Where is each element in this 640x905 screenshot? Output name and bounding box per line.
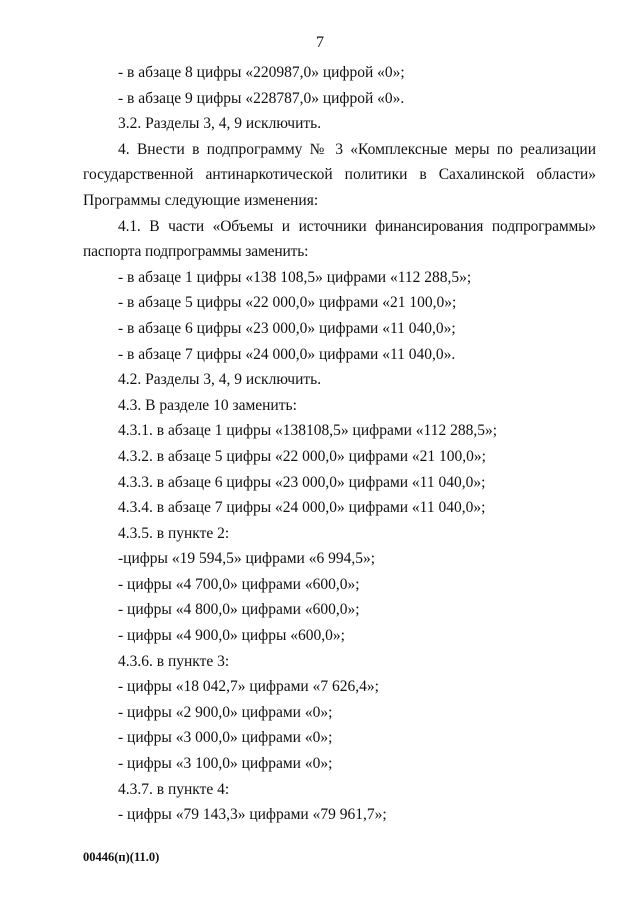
paragraph: 4.2. Разделы 3, 4, 9 исключить.	[118, 371, 322, 389]
paragraph: 4.3.7. в пункте 4:	[118, 780, 230, 798]
paragraph: 4.3.2. в абзаце 5 цифры «22 000,0» цифрами «21 100,0»;	[118, 447, 486, 465]
paragraph: 4.3.5. в пункте 2:	[118, 524, 230, 542]
paragraph: 3.2. Разделы 3, 4, 9 исключить.	[118, 115, 322, 133]
paragraph: - цифры «2 900,0» цифрами «0»;	[118, 703, 333, 721]
paragraph: 4. Внести в подпрограмму № 3 «Комплексные меры по реализации государственной антинаркотической политики в Сахалинской области» Программы следующие изменения:	[83, 140, 596, 209]
paragraph: -цифры «19 594,5» цифрами «6 994,5»;	[118, 550, 376, 568]
paragraph: 4.3.4. в абзаце 7 цифры «24 000,0» цифрами «11 040,0»;	[118, 499, 486, 517]
page-number: 7	[316, 34, 324, 51]
paragraph: 4.3.1. в абзаце 1 цифры «138108,5» цифрами «112 288,5»;	[118, 422, 498, 440]
paragraph: - цифры «3 100,0» цифрами «0»;	[118, 755, 333, 773]
paragraph: 4.3.6. в пункте 3:	[118, 652, 230, 670]
document-code-footer: 00446(п)(11.0)	[83, 850, 160, 864]
paragraph: - в абзаце 8 цифры «220987,0» цифрой «0»;	[118, 64, 405, 81]
paragraph: - в абзаце 7 цифры «24 000,0» цифрами «11 040,0».	[118, 345, 456, 363]
paragraph: - в абзаце 6 цифры «23 000,0» цифрами «11 040,0»;	[118, 319, 456, 337]
paragraph: - в абзаце 9 цифры «228787,0» цифрой «0».	[118, 89, 405, 107]
paragraph: 4.3.3. в абзаце 6 цифры «23 000,0» цифрами «11 040,0»;	[118, 473, 486, 491]
paragraph: 4.1. В части «Объемы и источники финансирования подпрограммы» паспорта подпрограммы заменить:	[83, 217, 596, 261]
paragraph: - цифры «4 800,0» цифрами «600,0»;	[118, 601, 360, 619]
paragraph: - цифры «4 700,0» цифрами «600,0»;	[118, 575, 360, 593]
paragraph: 4.3. В разделе 10 заменить:	[118, 396, 297, 414]
paragraph: - в абзаце 1 цифры «138 108,5» цифрами «112 288,5»;	[118, 268, 472, 286]
paragraph: - в абзаце 5 цифры «22 000,0» цифрами «21 100,0»;	[118, 294, 457, 312]
paragraph: - цифры «18 042,7» цифрами «7 626,4»;	[118, 678, 379, 696]
paragraph: - цифры «3 000,0» цифрами «0»;	[118, 729, 333, 747]
paragraph: - цифры «79 143,3» цифрами «79 961,7»;	[118, 806, 387, 824]
paragraph: - цифры «4 900,0» цифры «600,0»;	[118, 627, 345, 645]
document-body	[83, 60, 596, 828]
